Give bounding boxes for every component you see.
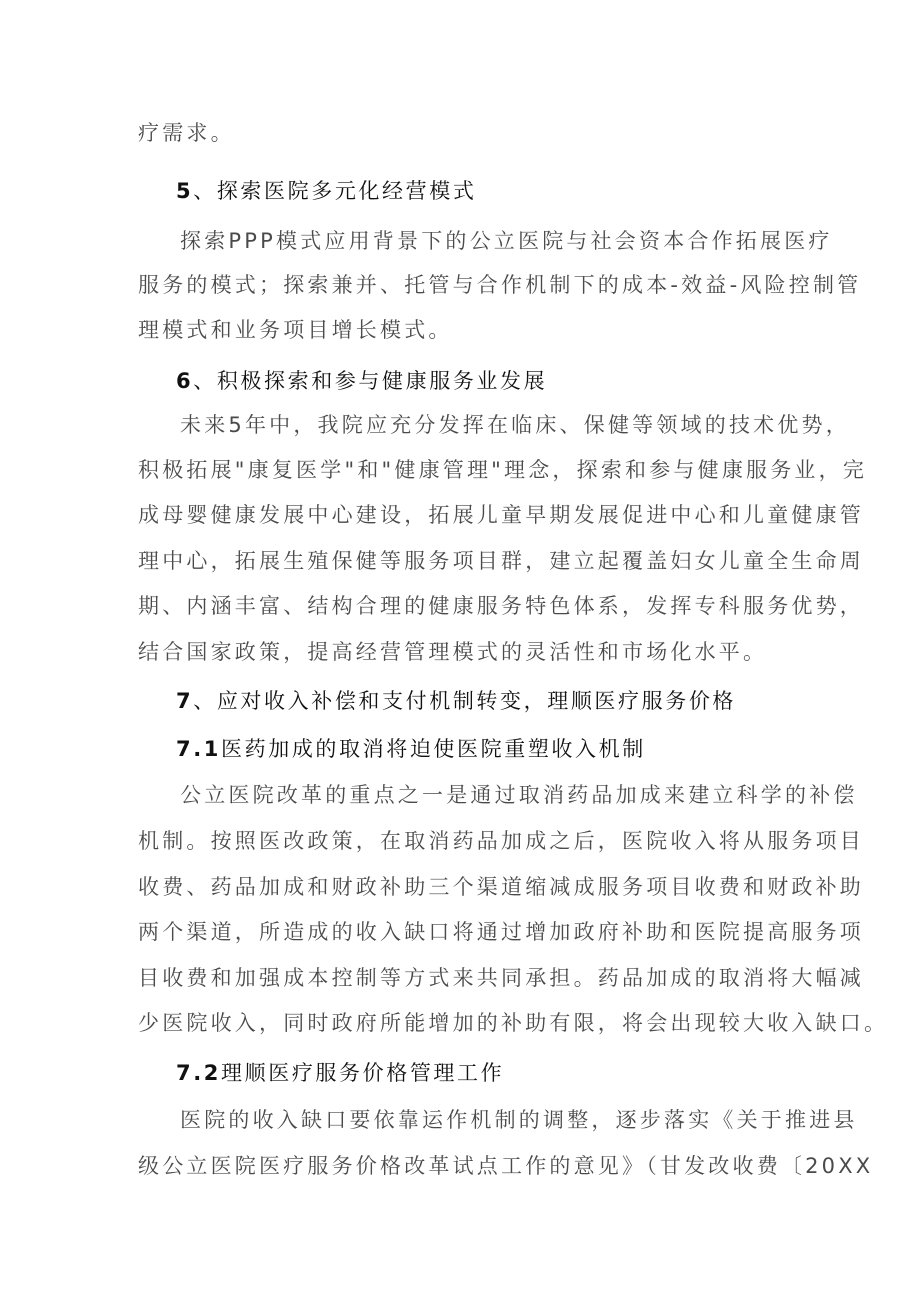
heading-text: 、积极探索和参与健康服务业发展 — [193, 369, 548, 393]
body-text-line: 探索PPP模式应用背景下的公立医院与社会资本合作拓展医疗 — [180, 229, 833, 253]
heading-text: 医药加成的取消将迫使医院重塑收入机制 — [221, 737, 646, 761]
heading-number: 7 — [176, 689, 194, 713]
heading-text: 理顺医疗服务价格管理工作 — [221, 1061, 505, 1085]
heading-text: 、探索医院多元化经营模式 — [193, 179, 477, 203]
body-text-line: 公立医院改革的重点之一是通过取消药品加成来建立科学的补偿 — [180, 783, 858, 807]
heading-number: 7.1 — [176, 737, 222, 761]
body-text-line: 级公立医院医疗服务价格改革试点工作的意见》（甘发改收费〔20XX — [138, 1154, 874, 1178]
body-text-line: 未来5年中，我院应充分发挥在临床、保健等领域的技术优势， — [180, 413, 850, 437]
section-heading-5 — [176, 176, 476, 206]
body-text-line: 疗需求。 — [138, 121, 235, 145]
section-heading-7 — [176, 686, 736, 716]
body-text-line: 成母婴健康发展中心建设，拓展儿童早期发展促进中心和儿童健康管 — [138, 503, 864, 527]
body-text-line: 少医院收入，同时政府所能增加的补助有限，将会出现较大收入缺口。 — [138, 1011, 889, 1035]
section-heading-7-1 — [176, 734, 646, 764]
body-text-line: 结合国家政策，提高经营管理模式的灵活性和市场化水平。 — [138, 640, 768, 664]
heading-number: 6 — [176, 369, 194, 393]
body-text-line: 收费、药品加成和财政补助三个渠道缩减成服务项目收费和财政补助 — [138, 875, 864, 899]
body-text-line: 服务的模式；探索兼并、托管与合作机制下的成本-效益-风险控制管 — [138, 273, 862, 297]
body-text-line: 理中心，拓展生殖保健等服务项目群，建立起覆盖妇女儿童全生命周 — [138, 549, 864, 573]
heading-number: 7.2 — [176, 1061, 222, 1085]
section-heading-7-2 — [176, 1058, 504, 1088]
section-heading-6 — [176, 366, 547, 396]
body-text-line: 目收费和加强成本控制等方式来共同承担。药品加成的取消将大幅减 — [138, 966, 864, 990]
body-text-line: 期、内涵丰富、结构合理的健康服务特色体系，发挥专科服务优势， — [138, 594, 864, 618]
body-text-line: 理模式和业务项目增长模式。 — [138, 318, 453, 342]
heading-text: 、应对收入补偿和支付机制转变，理顺医疗服务价格 — [193, 689, 737, 713]
body-text-line: 机制。按照医改政策，在取消药品加成之后，医院收入将从服务项目 — [138, 829, 864, 853]
heading-number: 5 — [176, 179, 194, 203]
body-text-line: 医院的收入缺口要依靠运作机制的调整，逐步落实《关于推进县 — [180, 1108, 858, 1132]
body-text-line: 积极拓展"康复医学"和"健康管理"理念，探索和参与健康服务业，完 — [138, 458, 868, 482]
body-text-line: 两个渠道，所造成的收入缺口将通过增加政府补助和医院提高服务项 — [138, 920, 864, 944]
